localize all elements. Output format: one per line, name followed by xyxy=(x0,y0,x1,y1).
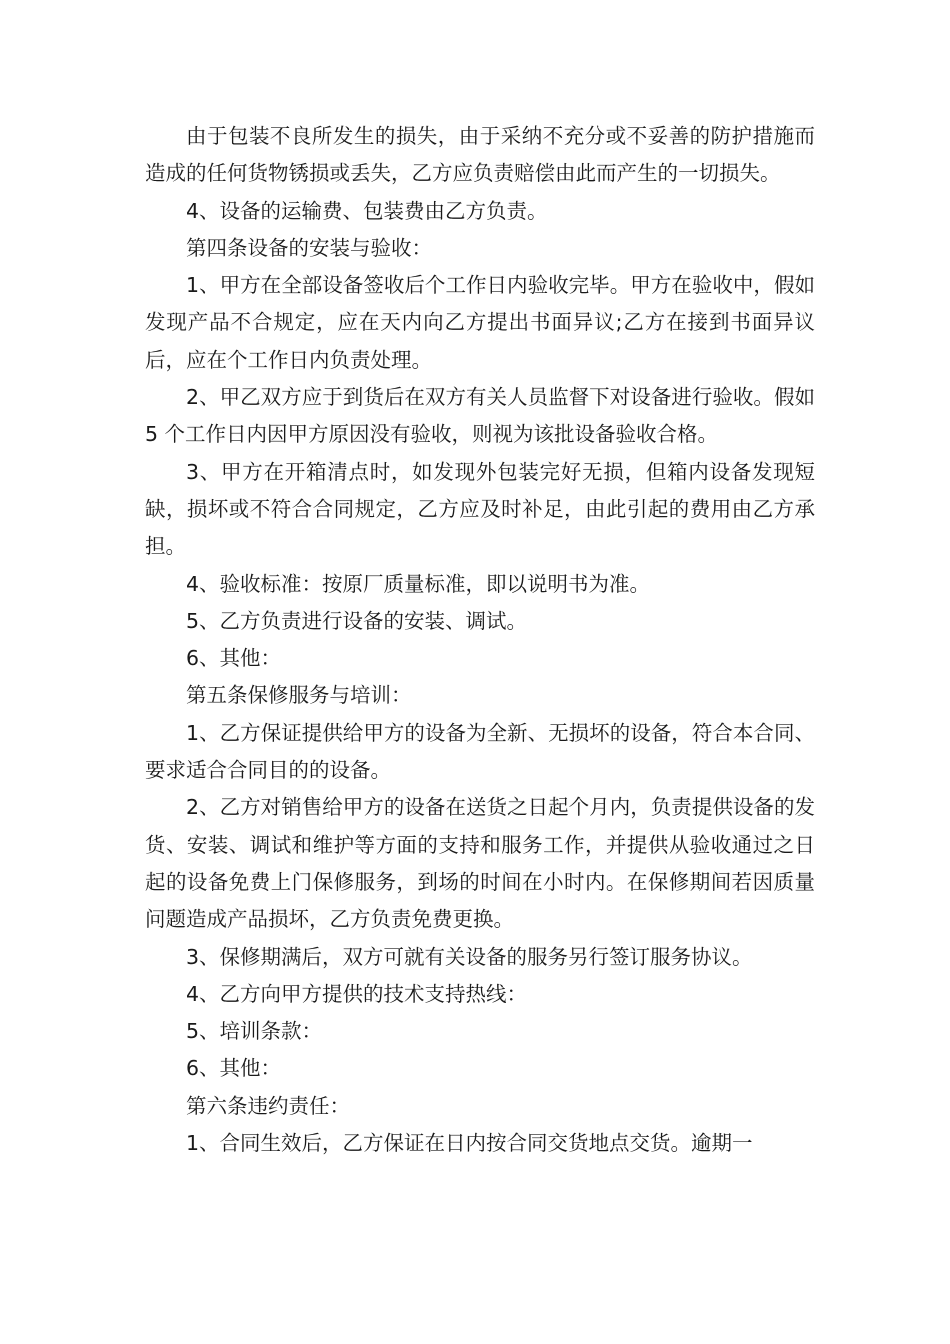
paragraph-warranty-3: 3、保修期满后，双方可就有关设备的服务另行签订服务协议。 xyxy=(186,944,753,969)
paragraph-warranty-2: 2、乙方对销售给甲方的设备在送货之日起个月内，负责提供设备的发货、安装、调试和维护等方面的支持和服务工作，并提供从验收通过之日起的设备免费上门保修服务，到场的时间在小时内。在保修期间若因质量问题造成产品损坏，乙方负责免费更换。 xyxy=(145,795,815,932)
section-heading-article-4: 第四条设备的安装与验收： xyxy=(186,235,432,260)
paragraph-acceptance-3: 3、甲方在开箱清点时，如发现外包装完好无损，但箱内设备发现短缺，损坏或不符合合同规定，乙方应及时补足，由此引起的费用由乙方承担。 xyxy=(145,459,815,559)
document-body xyxy=(145,118,815,1162)
paragraph-acceptance-6: 6、其他： xyxy=(186,646,282,671)
paragraph-transport-fee: 4、设备的运输费、包装费由乙方负责。 xyxy=(186,198,548,223)
paragraph-acceptance-1: 1、甲方在全部设备签收后个工作日内验收完毕。甲方在验收中，假如发现产品不合规定，应在天内向乙方提出书面异议;乙方在接到书面异议后，应在个工作日内负责处理。 xyxy=(145,273,815,372)
paragraph-acceptance-4: 4、验收标准：按原厂质量标准，即以说明书为准。 xyxy=(186,571,651,596)
section-heading-article-5: 第五条保修服务与培训： xyxy=(186,683,412,708)
section-heading-article-6: 第六条违约责任： xyxy=(186,1093,350,1118)
paragraph-acceptance-5: 5、乙方负责进行设备的安装、调试。 xyxy=(186,608,528,633)
paragraph-warranty-6: 6、其他： xyxy=(186,1056,282,1081)
paragraph-packaging-loss: 由于包装不良所发生的损失，由于采纳不充分或不妥善的防护措施而造成的任何货物锈损或丢失，乙方应负责赔偿由此而产生的一切损失。 xyxy=(145,124,815,186)
paragraph-liability-1: 1、合同生效后，乙方保证在日内按合同交货地点交货。逾期一 xyxy=(186,1131,753,1156)
paragraph-warranty-1: 1、乙方保证提供给甲方的设备为全新、无损坏的设备，符合本合同、要求适合合同目的的设备。 xyxy=(145,720,815,783)
paragraph-warranty-4: 4、乙方向甲方提供的技术支持热线： xyxy=(186,981,528,1006)
paragraph-acceptance-2: 2、甲乙双方应于到货后在双方有关人员监督下对设备进行验收。假如 5 个工作日内因甲方原因没有验收，则视为该批设备验收合格。 xyxy=(145,385,815,447)
paragraph-warranty-5: 5、培训条款： xyxy=(186,1019,323,1044)
